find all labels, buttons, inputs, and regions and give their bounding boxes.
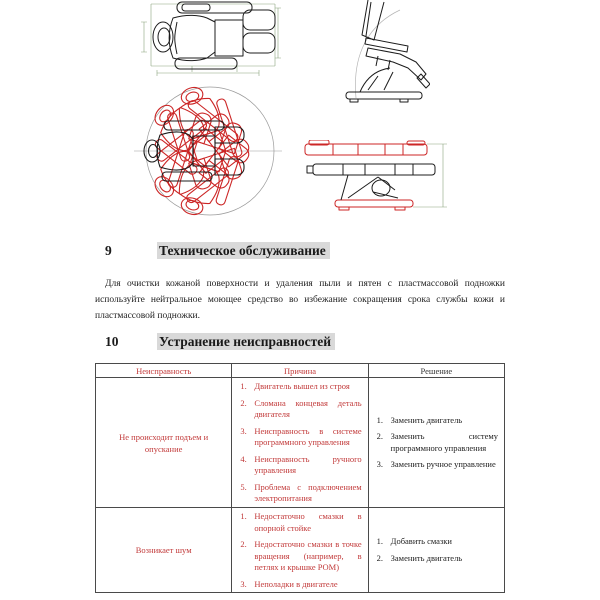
section-number: 9: [105, 243, 112, 258]
list-item: Неисправность ручного управления: [254, 453, 362, 475]
list-item: Недостаточно смазки в опорной стойке: [254, 511, 362, 533]
maintenance-paragraph: Для очистки кожаной поверхности и удаления пыли и пятен с пластмассовой подножки используйте нейтральное моющее средство во избежание сокращения срока службы кожи и пластмассовой подножки.: [95, 279, 505, 321]
fault-cell: Возникает шум: [96, 508, 232, 593]
lowered-position-outline: [307, 164, 435, 200]
list-item: Недостаточно смазки в точке вращения (например, в петлях и крышке POM): [254, 539, 362, 572]
list-item: Двигатель вышел из строя: [254, 381, 350, 391]
solutions-cell: [368, 378, 504, 508]
section-10-heading: [105, 334, 335, 350]
list-item: Неисправность в системе программного управления: [254, 425, 362, 447]
section-9-heading: [105, 243, 330, 259]
section-title: Техническое обслуживание: [157, 242, 330, 259]
section-title: Устранение неисправностей: [157, 333, 335, 350]
column-header-fault: Неисправность: [96, 364, 232, 378]
causes-list: [238, 511, 361, 590]
chair-side-view-upright-drawing: [338, 0, 430, 104]
chair-rotation-range-drawing: [134, 80, 282, 222]
causes-list: [238, 381, 361, 505]
causes-cell: [232, 378, 368, 508]
list-item: Сломана концевая деталь двигателя: [254, 397, 362, 419]
list-item: Неполадки в двигателе: [254, 578, 338, 589]
fault-cell: Не происходит подъем и опускание: [96, 378, 232, 508]
solutions-list: [375, 415, 498, 471]
list-item: Добавить смазки: [390, 536, 452, 546]
troubleshooting-table: [95, 363, 505, 593]
list-item: Заменить двигатель: [390, 552, 463, 563]
list-item: Заменить систему программного управления: [390, 431, 498, 453]
table-row: [96, 508, 505, 593]
chair-top-outline: [153, 2, 275, 69]
chair-top-view-drawing: [137, 0, 282, 80]
list-item: Заменить двигатель: [390, 414, 463, 425]
list-item: Заменить ручное управление: [390, 459, 496, 469]
column-header-cause: Причина: [232, 364, 368, 378]
table-row: [96, 378, 505, 508]
section-number: 10: [105, 334, 119, 349]
column-header-solution: Решение: [368, 364, 504, 378]
solutions-list: [375, 536, 498, 564]
dimension-lines: [141, 4, 281, 76]
table-header-row: [96, 364, 505, 378]
motion-arc: [355, 10, 400, 98]
list-item: Проблема с подключением электропитания: [254, 481, 362, 503]
causes-cell: [232, 508, 368, 593]
chair-flat-lift-range-drawing: [303, 140, 448, 212]
solutions-cell: [368, 508, 504, 593]
chair-side-outline: [346, 0, 430, 102]
